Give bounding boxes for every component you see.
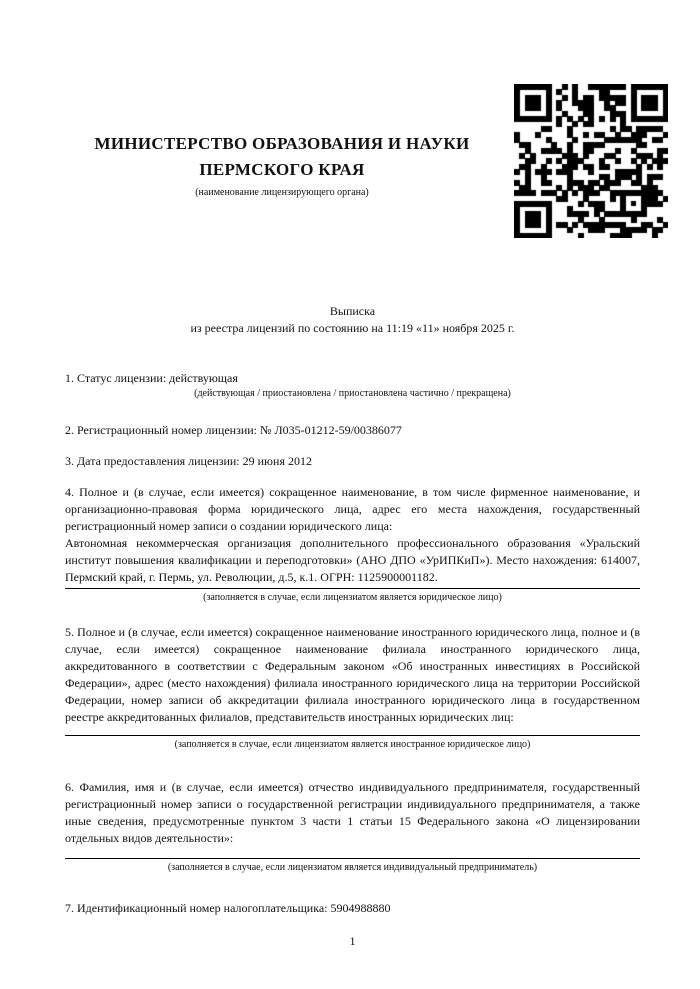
item-1-status: 1. Статус лицензии: действующая: [65, 371, 238, 385]
item-4-legal-entity-section: [65, 484, 640, 604]
document-title: [65, 303, 640, 337]
document-title-line2: из реестра лицензий по состоянию на 11:19 «11» ноября 2025 г.: [190, 321, 515, 335]
item-5-foreign-entity-section: [65, 624, 640, 751]
item-4-label: 4. Полное и (в случае, если имеется) сокращенное наименование, в том числе фирменное наименование, и организационно-правовая форма юридического лица, адрес его места нахождения, государственный регистрационный номер записи о создании юридического лица:: [65, 485, 640, 533]
ministry-name-line1: МИНИСТЕРСТВО ОБРАЗОВАНИЯ И НАУКИ: [94, 134, 470, 153]
document-body: [65, 303, 640, 950]
item-4-note: (заполняется в случае, если лицензиатом является юридическое лицо): [203, 592, 502, 603]
fill-line-foreign-entity: [65, 735, 640, 736]
item-7-taxpayer-number: 7. Идентификационный номер налогоплательщика: 5904988880: [65, 901, 391, 915]
licensing-authority-note: (наименование лицензирующего органа): [195, 187, 369, 198]
item-1-note: (действующая / приостановлена / приостановлена частично / прекращена): [194, 388, 511, 399]
fill-line-legal-entity: [65, 588, 640, 589]
document-title-line1: Выписка: [329, 304, 376, 318]
qr-code: [514, 84, 668, 238]
item-2-registration-number: 2. Регистрационный номер лицензии: № Л035-01212-59/00386077: [65, 423, 402, 437]
ministry-name-line2: ПЕРМСКОГО КРАЯ: [199, 160, 365, 179]
licensing-authority-block: [58, 131, 506, 199]
item-4-value: Автономная некоммерческая организация дополнительного профессионального образования «Уральский институт повышения квалификации и переподготовки» (АНО ДПО «УрИПКиП»). Место нахождения: 614007, Пермский край, г. Пермь, ул. Революции, д.5, к.1. ОГРН: 1125900001182.: [65, 536, 640, 584]
item-6-entrepreneur-section: [65, 779, 640, 874]
item-6-label: 6. Фамилия, имя и (в случае, если имеется) отчество индивидуального предпринимателя, государственный регистрационный номер записи о государственной регистрации индивидуального предпринимателя, а также иные сведения, предусмотренные пунктом 3 части 1 статьи 15 Федерального закона «О лицензировании отдельных видов деятельности»:: [65, 780, 640, 845]
item-5-note: (заполняется в случае, если лицензиатом является иностранное юридическое лицо): [174, 739, 531, 750]
item-6-note: (заполняется в случае, если лицензиатом является индивидуальный предприниматель): [167, 862, 538, 873]
page-number: 1: [349, 934, 356, 948]
item-3-license-date: 3. Дата предоставления лицензии: 29 июня 2012: [65, 454, 312, 468]
fill-line-entrepreneur: [65, 858, 640, 859]
item-5-label: 5. Полное и (в случае, если имеется) сокращенное наименование иностранного юридического лица, полное и (в случае, если имеется) сокращенное наименование филиала иностранного юридического лица, аккредитованного в соответствии с Федеральным законом «Об иностранных инвестициях в Российской Федерации», адрес (место нахождения) филиала иностранного юридического лица на территории Российской Федерации, номер записи об аккредитации филиала иностранного юридического лица в государственном реестре аккредитованных филиалов, представительств иностранных юридических лиц:: [65, 625, 640, 724]
